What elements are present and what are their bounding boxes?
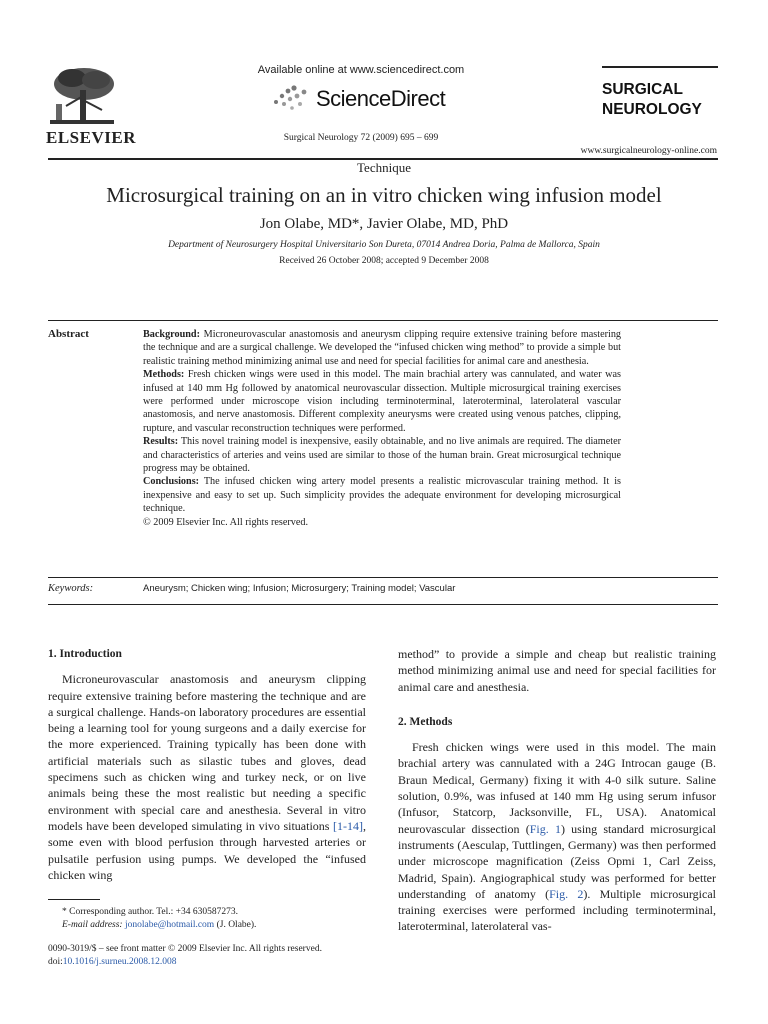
intro-text: Microneurovascular anastomosis and aneurysm clipping require extensive training before mastering the technique and are a surgical challenge. Hands-on laboratory procedures are essential being a learning tool for young surgeons and a daily exercise for the more experienced. Training typically has been done with artificial materials such as silastic tubes and gloves, dead specimens such as chicken wing and turkey neck, or on live animals being these the most realistic but needing a specific environment with special care and anesthesia. Several in vitro models have been developed simulating in vivo situations bbox=[48, 672, 366, 833]
methods-heading: 2. Methods bbox=[398, 715, 453, 728]
abstract-results bbox=[143, 435, 621, 475]
doi-label: doi: bbox=[48, 957, 63, 967]
abstract-background bbox=[143, 328, 621, 368]
doi-link[interactable]: 10.1016/j.surneu.2008.12.008 bbox=[62, 957, 177, 967]
article-section-type: Technique bbox=[357, 160, 411, 175]
results-text: This novel training model is inexpensive, easily obtainable, and no live animals are required. The diameter and characteristics of arteries and veins used are similar to those of the human brain. Great microsurgical technique progress may be obtained. bbox=[143, 436, 621, 475]
abstract-methods bbox=[143, 368, 621, 435]
methods-text-a: Fresh chicken wings were used in this model. The main brachial artery was cannulated with a 24G Introcan gauge (B. Braun Medical, Germany) fixing it with 4-0 silk suture. Saline solution, 0.9%, was infused at 140 mm Hg using serum infusor (Infusor, Statcorp, Jacksonville, FL, USA). Anatomical neurovascular dissection ( bbox=[398, 740, 716, 836]
email-suffix: (J. Olabe). bbox=[216, 919, 257, 930]
conclusions-text: The infused chicken wing artery model presents a realistic microvascular training method. It is inexpensive and easy to set up. Such simplicity provides the adequate environment for developing microsurgical technique. bbox=[143, 476, 621, 515]
right-column bbox=[398, 646, 716, 935]
abstract-bottom-rule bbox=[48, 604, 718, 605]
background-text: Microneurovascular anastomosis and aneurysm clipping require extensive training before mastering the technique and are a surgical challenge. We developed the “infused chicken wing method” to provide a simple but realistic training method minimizing animal use and need for special facilities for animal care and anesthesia. bbox=[143, 329, 622, 367]
methods-text-c: ). Multiple microsurgical training exercises were performed including terminoterminal, lateroterminal, laterolateral vas- bbox=[398, 886, 716, 934]
fig1-link[interactable]: Fig. 1 bbox=[529, 821, 561, 836]
intro-citation-link[interactable]: [1-14] bbox=[333, 818, 363, 833]
intro-continued: method” to provide a simple and cheap but realistic training method minimizing animal use and need for special facilities for animal care and anesthesia. bbox=[398, 647, 716, 694]
abstract-copyright: © 2009 Elsevier Inc. All rights reserved. bbox=[143, 516, 309, 528]
methods-text-b: ) using standard microsurgical instruments (Aesculap, Tuttlingen, Germany) was then performed under microscope magnification (Zeiss Opmi 1, Carl Zeiss, Madrid, Spain). Angiographical study was performed for better understanding of anatomy ( bbox=[398, 821, 716, 901]
article-affiliation: Department of Neurosurgery Hospital Universitario Son Dureta, 07014 Andrea Doria, Palma de Mallorca, Spain bbox=[168, 240, 600, 250]
article-authors: Jon Olabe, MD*, Javier Olabe, MD, PhD bbox=[259, 216, 509, 232]
article-title: Microsurgical training on an in vitro chicken wing infusion model bbox=[106, 183, 662, 207]
left-column bbox=[48, 646, 366, 883]
sciencedirect-dots-icon bbox=[270, 84, 314, 114]
email-label: E-mail address: bbox=[62, 919, 123, 930]
intro-text-end: , some even with blood perfusion through harvested arteries or pulsatile perfusion using pumps. We developed the “infused chicken wing bbox=[48, 818, 366, 882]
footnote-rule bbox=[48, 899, 100, 900]
page-footer bbox=[48, 943, 378, 969]
journal-name-line2: NEUROLOGY bbox=[602, 101, 702, 118]
abstract-conclusions bbox=[143, 475, 621, 515]
fig2-link[interactable]: Fig. 2 bbox=[549, 886, 584, 901]
email-line bbox=[48, 919, 368, 932]
results-label: Results: bbox=[143, 436, 179, 448]
conclusions-label: Conclusions: bbox=[143, 476, 200, 488]
journal-name-line1: SURGICAL bbox=[602, 81, 683, 98]
journal-name bbox=[602, 80, 732, 120]
background-label: Background: bbox=[143, 329, 200, 340]
journal-reference: Surgical Neurology 72 (2009) 695 – 699 bbox=[283, 133, 439, 143]
intro-paragraph bbox=[48, 671, 366, 883]
abstract-top-rule bbox=[48, 320, 718, 321]
corresponding-author: * Corresponding author. Tel.: +34 630587273. bbox=[62, 907, 239, 917]
keywords-label: Keywords: bbox=[48, 583, 94, 594]
methods-paragraph bbox=[398, 739, 716, 935]
keywords-top-rule bbox=[48, 577, 718, 578]
keywords-list: Aneurysm; Chicken wing; Infusion; Microsurgery; Training model; Vascular bbox=[143, 583, 456, 594]
abstract-body bbox=[143, 328, 621, 529]
issn-line: 0090-3019/$ – see front matter © 2009 Elsevier Inc. All rights reserved. bbox=[48, 944, 322, 954]
available-online[interactable]: Available online at www.sciencedirect.com bbox=[257, 64, 465, 76]
publisher-name: ELSEVIER bbox=[46, 128, 136, 147]
abstract-label: Abstract bbox=[48, 328, 89, 340]
journal-url[interactable]: www.surgicalneurology-online.com bbox=[580, 146, 717, 156]
sciencedirect-logo-text[interactable]: ScienceDirect bbox=[316, 86, 446, 111]
email-link[interactable]: jonolabe@hotmail.com bbox=[124, 919, 215, 930]
journal-name-rule bbox=[602, 66, 718, 68]
methods-label: Methods: bbox=[143, 369, 185, 381]
article-received-dates: Received 26 October 2008; accepted 9 December 2008 bbox=[279, 256, 489, 266]
intro-heading: 1. Introduction bbox=[48, 648, 122, 660]
methods-text: Fresh chicken wings were used in this model. The main brachial artery was cannulated, and water was infused at 140 mm Hg followed by anatomical neurovascular dissection. Multiple microsurgical training exercises were performed under microscope vision including terminoterminal, lateroterminal, laterolateral vascular anastomosis, and nerve anastomosis. Different complexity aneurysms were created using venous patches, clipping, rupture, and vascular reconstruction techniques were performed. bbox=[143, 369, 622, 434]
footnote bbox=[48, 906, 368, 931]
doi-line bbox=[48, 956, 378, 969]
